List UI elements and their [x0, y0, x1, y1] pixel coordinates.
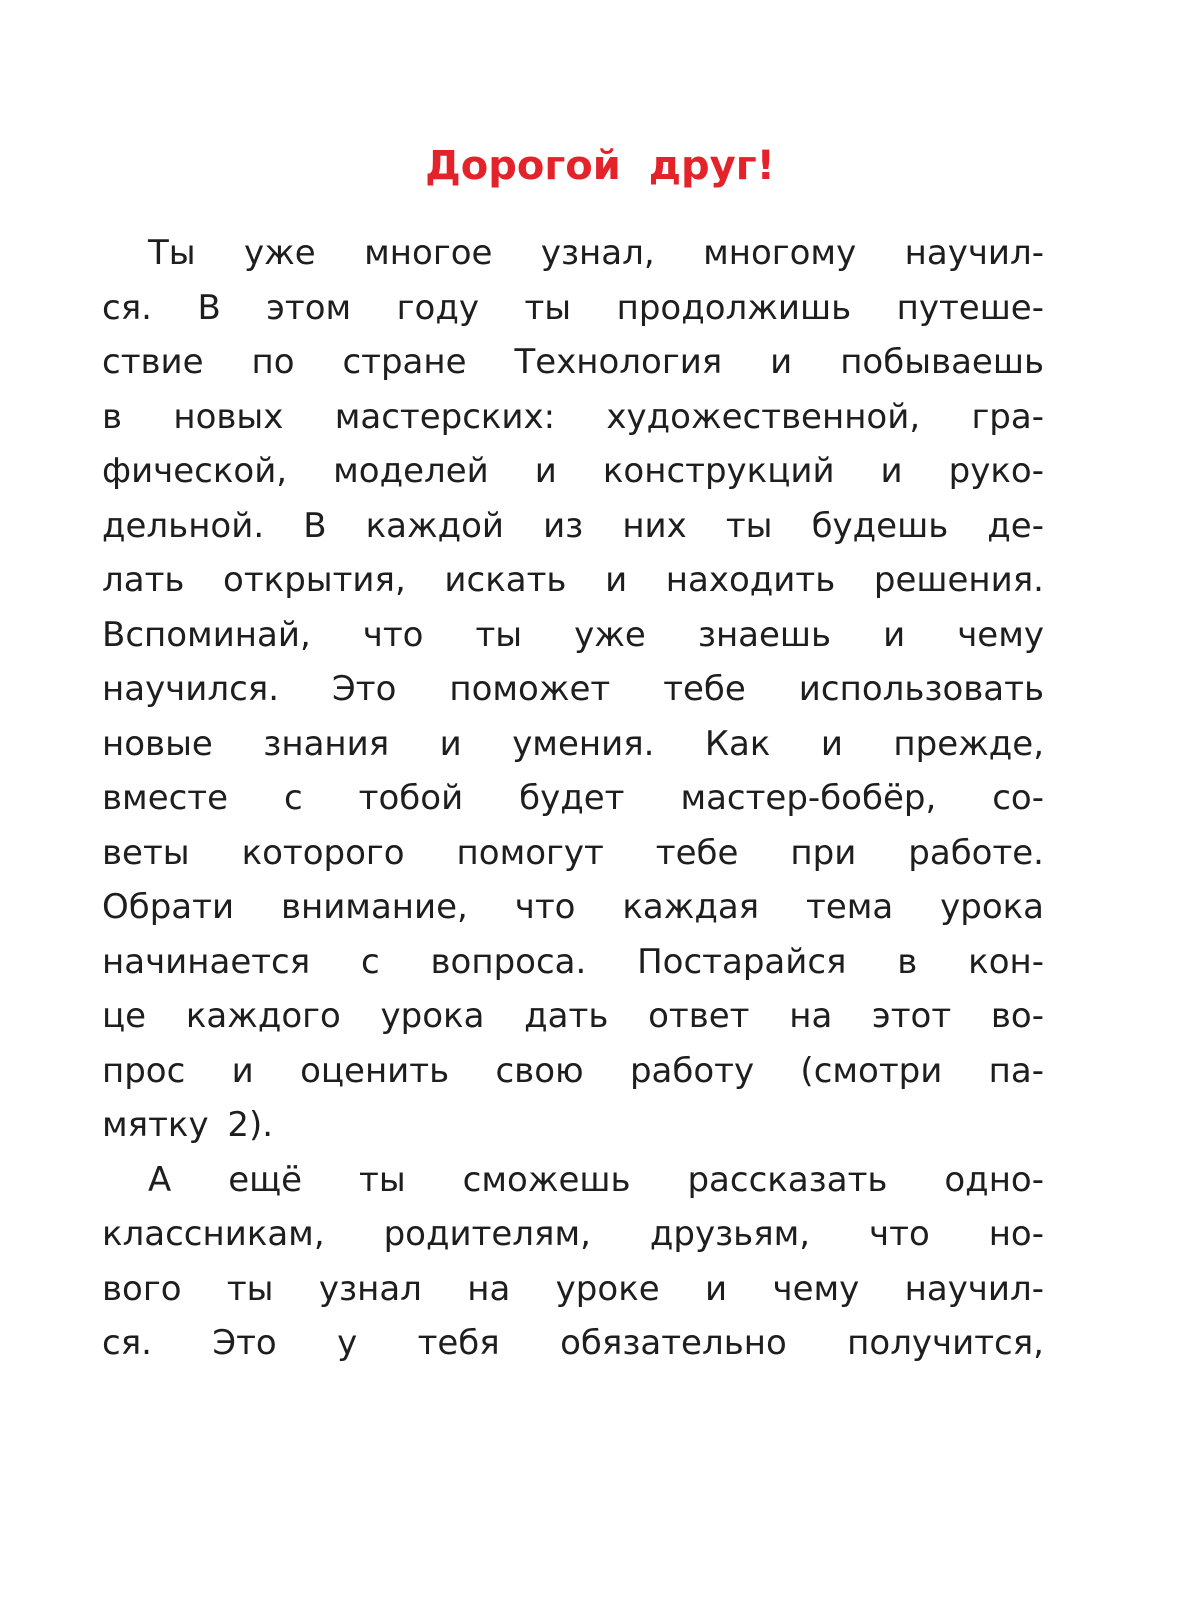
text-line: в новых мастерских: художественной, гра- [102, 396, 1044, 437]
text-line: Ты уже многое узнал, многому научил- [148, 233, 1044, 273]
text-line: це каждого урока дать ответ на этот во- [102, 996, 1044, 1036]
text-line: классникам, родителям, друзьям, что но- [102, 1214, 1044, 1254]
text-line: лать открытия, искать и находить решения. [102, 560, 1044, 600]
text-line: фической, моделей и конструкций и руко- [102, 451, 1044, 491]
text-line: научился. Это поможет тебе использовать [102, 669, 1044, 709]
body-text [102, 226, 1044, 1371]
page-title: Дорогой друг! [425, 143, 775, 189]
text-line: веты которого помогут тебе при работе. [102, 832, 1044, 873]
text-line: Вспоминай, что ты уже знаешь и чему [102, 614, 1044, 655]
text-line: мятку 2). [102, 1105, 274, 1145]
text-line: новые знания и умения. Как и прежде, [102, 723, 1044, 764]
text-line: ся. В этом году ты продолжишь путеше- [102, 287, 1044, 328]
text-line: прос и оценить свою работу (смотри па- [102, 1050, 1044, 1091]
text-line: вместе с тобой будет мастер-бобёр, со- [102, 778, 1044, 818]
text-line: вого ты узнал на уроке и чему научил- [102, 1268, 1044, 1309]
text-line: Обрати внимание, что каждая тема урока [102, 887, 1044, 927]
text-line: ствие по стране Технология и побываешь [102, 342, 1044, 382]
text-line: дельной. В каждой из них ты будешь де- [102, 505, 1044, 546]
text-line: А ещё ты сможешь рассказать одно- [148, 1159, 1044, 1200]
text-line: ся. Это у тебя обязательно получится, [102, 1323, 1044, 1363]
text-line: начинается с вопроса. Постарайся в кон- [102, 941, 1044, 982]
